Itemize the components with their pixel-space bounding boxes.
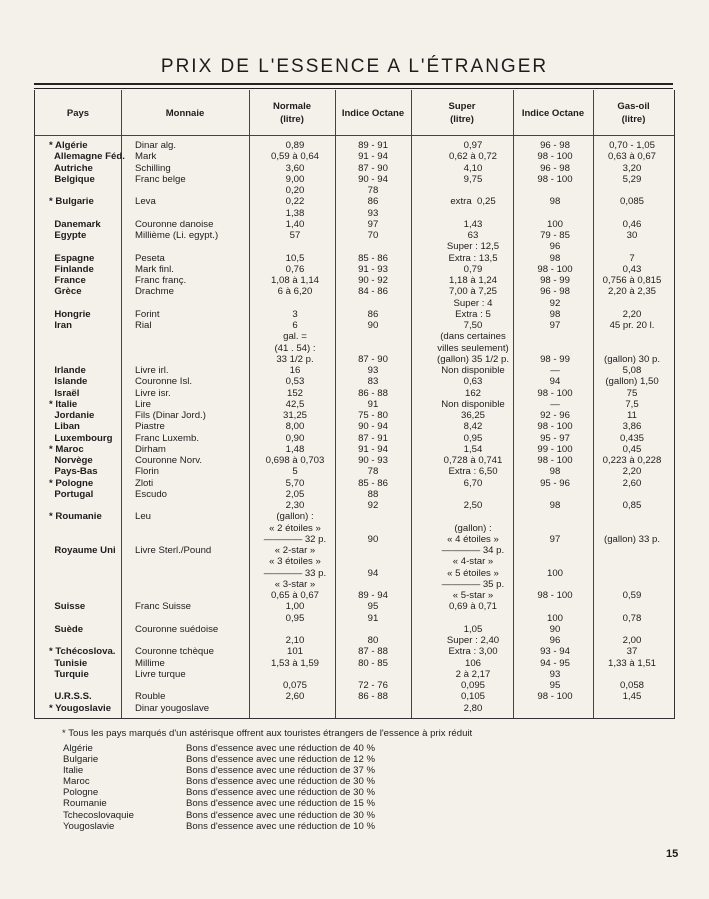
header-super: Super (litre)	[448, 101, 476, 125]
header-indice-octane-super: Indice Octane	[521, 107, 585, 119]
column-pays: * Algérie Allemagne Féd. Autriche Belgique * Bulgarie Danemark Egypte Espagne Finlande France Grèce Hongrie Iran Irlande Islande Israël * Italie Jordanie Liban Luxembourg * Maroc Norvège Pays-Bas * Pologne Portugal * Roumanie Royaume Uni Suisse Suède * Tchécoslova. Tunisie Turquie U.R.S.S. * Yougoslavie	[49, 140, 125, 714]
page-number: 15	[666, 848, 679, 860]
header-pays: Pays	[66, 107, 90, 119]
title-rule-thin	[34, 88, 673, 89]
header-normale: Normale (litre)	[272, 101, 311, 125]
column-octane-super: 96 - 98 98 - 100 96 - 98 98 - 100 98 100 79 - 85 96 98 98 - 100 98 - 99 96 - 98 92 98 97 98 - 99 — 94 98 - 100 — 92 - 96 98 - 100 95 - 97 99 - 100 98 - 100 98 95 - 96 98 97 100 98 - 100 100 90 96 93 - 94 94 - 95 93 95 98 - 100	[537, 140, 573, 703]
header-indice-octane-normale: Indice Octane	[341, 107, 405, 119]
header-gasoil: Gas-oil (litre)	[617, 101, 650, 125]
header-monnaie: Monnaie	[165, 107, 205, 119]
column-gasoil: 0,70 - 1,05 0,63 à 0,67 3,20 5,29 0,085 0,46 30 7 0,43 0,756 à 0,815 2,20 à 2,35 2,20 45 pr. 20 l. (gallon) 30 p. 5,08 (gallon) 1,50 75 7,5 11 3,86 0,435 0,45 0,223 à 0,228 2,20 2,60 0,85 (gallon) 33 p. 0,59 0,78 2,00 37 1,33 à 1,51 0,058 1,45	[602, 140, 662, 703]
column-super: 0,97 0,62 à 0,72 4,10 9,75 extra 0,25 1,43 63 Super : 12,5 Extra : 13,5 0,79 1,18 à 1,24 7,00 à 7,25 Super : 4 Extra : 5 7,50 (dans certaines villes seulement) (gallon) 35 1/2 p. Non disponible 0,63 162 Non disponible 36,25 8,42 0,95 1,54 0,728 à 0,741 Extra : 6,50 6,70 2,50 (gallon) : « 4 étoiles » ———— 34 p. « 4-star » « 5 étoiles » ———— 35 p. « 5-star » 0,69 à 0,71 1,05 Super : 2,40 Extra : 3,00 106 2 à 2,17 0,095 0,105 2,80	[437, 140, 509, 714]
bons-countries: Algérie Bulgarie Italie Maroc Pologne Roumanie Tchecoslovaquie Yougoslavie	[63, 743, 134, 832]
footnote: * Tous les pays marqués d'un astérisque offrent aux touristes étrangers de l'essence à prix réduit	[62, 728, 473, 739]
column-octane-normale: 89 - 91 91 - 94 87 - 90 90 - 94 78 86 93 97 70 85 - 86 91 - 93 90 - 92 84 - 86 86 90 87 - 90 93 83 86 - 88 91 75 - 80 90 - 94 87 - 91 91 - 94 90 - 93 78 85 - 86 88 92 90 94 89 - 94 95 91 80 87 - 88 80 - 85 72 - 76 86 - 88	[358, 140, 388, 703]
page-title: PRIX DE L'ESSENCE A L'ÉTRANGER	[160, 56, 549, 77]
column-monnaie: Dinar alg. Mark Schilling Franc belge Leva Couronne danoise Millième (Li. egypt.) Peseta Mark finl. Franc franç. Drachme Forint Rial Livre irl. Couronne Isl. Livre isr. Lire Fils (Dinar Jord.) Piastre Franc Luxemb. Dirham Couronne Norv. Florin Zloti Escudo Leu Livre Sterl./Pound Franc Suisse Couronne suédoise Couronne tchèque Millime Livre turque Rouble Dinar yougoslave	[135, 140, 219, 714]
col-divider	[411, 90, 412, 718]
title-rule-thick	[34, 83, 673, 85]
column-normale: 0,89 0,59 à 0,64 3,60 9,00 0,20 0,22 1,38 1,40 57 10,5 0,76 1,08 à 1,14 6 à 6,20 3 6 gal. = (41 . 54) : 33 1/2 p. 16 0,53 152 42,5 31,25 8,00 0,90 1,48 0,698 à 0,703 5 5,70 2,05 2,30 (gallon) : « 2 étoiles » ———— 32 p. « 2-star » « 3 étoiles » ———— 33 p. « 3-star » 0,65 à 0,67 1,00 0,95 2,10 101 1,53 à 1,59 0,075 2,60	[263, 140, 327, 703]
bons-reductions: Bons d'essence avec une réduction de 40 % Bons d'essence avec une réduction de 12 % Bons d'essence avec une réduction de 37 % Bons d'essence avec une réduction de 30 % Bons d'essence avec une réduction de 30 % Bons d'essence avec une réduction de 15 % Bons d'essence avec une réduction de 30 % Bons d'essence avec une réduction de 10 %	[186, 743, 376, 832]
header-divider	[35, 135, 674, 136]
prices-table	[34, 90, 675, 719]
